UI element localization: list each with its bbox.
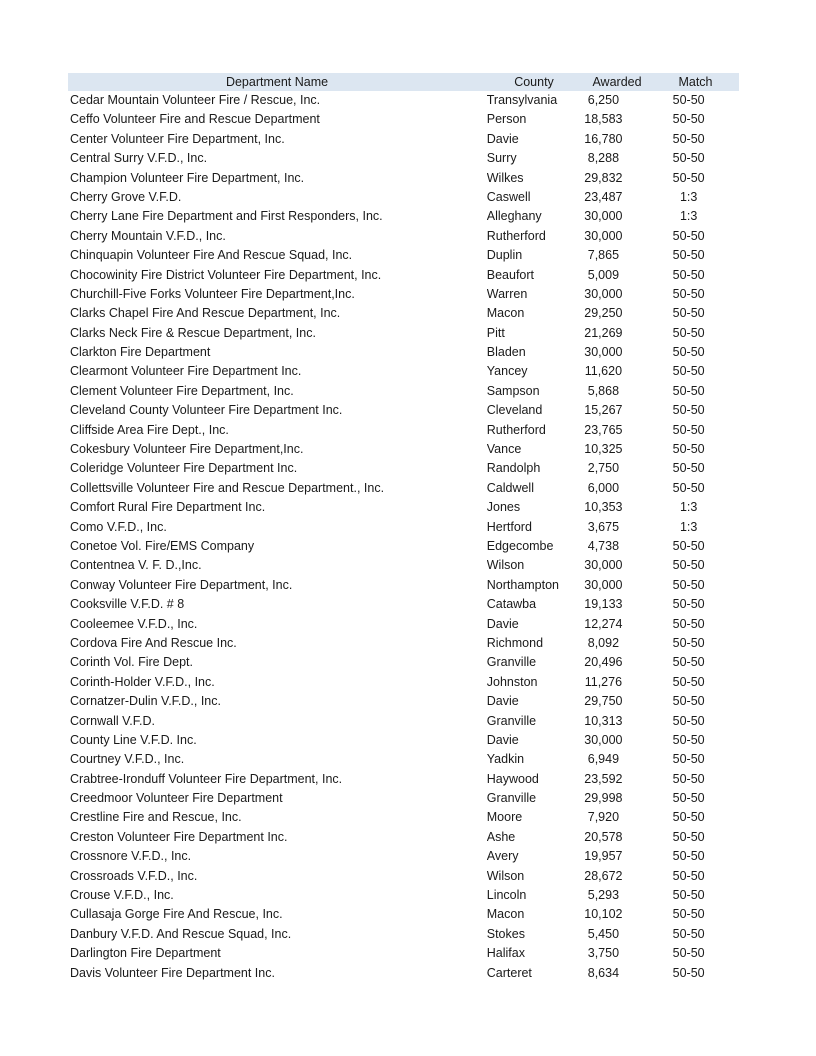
department-name-cell: County Line V.F.D. Inc.	[70, 732, 197, 747]
table-row	[68, 905, 739, 924]
table-row	[68, 925, 739, 944]
county-cell: Ashe	[486, 829, 516, 844]
awarded-cell: 7,920	[587, 810, 620, 825]
table-row	[68, 498, 739, 517]
table-row	[68, 653, 739, 672]
county-cell: Randolph	[486, 461, 541, 476]
awarded-cell: 7,865	[587, 248, 620, 263]
awarded-cell: 2,750	[587, 461, 620, 476]
department-name-cell: Crossroads V.F.D., Inc.	[70, 868, 198, 883]
department-name-cell: Cooleemee V.F.D., Inc.	[70, 616, 198, 631]
department-name-cell: Creston Volunteer Fire Department Inc.	[70, 829, 288, 844]
header-awarded: Awarded	[592, 75, 642, 89]
table-row	[68, 556, 739, 575]
awarded-cell: 5,450	[587, 926, 620, 941]
table-row	[68, 207, 739, 226]
department-name-cell: Chinquapin Volunteer Fire And Rescue Squad, Inc.	[70, 248, 353, 263]
county-cell: Granville	[486, 791, 537, 806]
county-cell: Stokes	[486, 926, 525, 941]
awarded-cell: 5,009	[587, 267, 620, 282]
match-cell: 1:3	[679, 209, 698, 224]
county-cell: Yancey	[486, 364, 528, 379]
table-row	[68, 712, 739, 731]
department-name-cell: Crestline Fire and Rescue, Inc.	[70, 810, 242, 825]
table-row	[68, 110, 739, 129]
county-cell: Carteret	[486, 965, 532, 980]
county-cell: Granville	[486, 655, 537, 670]
county-cell: Lincoln	[486, 888, 527, 903]
match-cell: 50-50	[672, 577, 705, 592]
match-cell: 50-50	[672, 442, 705, 457]
department-name-cell: Churchill-Five Forks Volunteer Fire Department,Inc.	[70, 286, 355, 301]
department-name-cell: Creedmoor Volunteer Fire Department	[70, 791, 283, 806]
county-cell: Alleghany	[486, 209, 542, 224]
match-cell: 50-50	[672, 732, 705, 747]
department-name-cell: Champion Volunteer Fire Department, Inc.	[70, 170, 305, 185]
awarded-cell: 29,832	[584, 170, 623, 185]
table-row	[68, 886, 739, 905]
header-department-name: Department Name	[225, 75, 329, 89]
department-name-cell: Central Surry V.F.D., Inc.	[70, 151, 208, 166]
match-cell: 50-50	[672, 228, 705, 243]
table-row	[68, 362, 739, 381]
match-cell: 50-50	[672, 422, 705, 437]
table-row	[68, 518, 739, 537]
awarded-cell: 6,949	[587, 752, 620, 767]
match-cell: 1:3	[679, 500, 698, 515]
awarded-cell: 29,750	[584, 694, 623, 709]
table-row	[68, 149, 739, 168]
match-cell: 50-50	[672, 112, 705, 127]
match-cell: 50-50	[672, 131, 705, 146]
awarded-cell: 20,496	[584, 655, 623, 670]
county-cell: Duplin	[486, 248, 523, 263]
match-cell: 50-50	[672, 771, 705, 786]
table-row	[68, 634, 739, 653]
match-cell: 50-50	[672, 345, 705, 360]
department-name-cell: Cooksville V.F.D. # 8	[70, 597, 185, 612]
match-cell: 50-50	[672, 810, 705, 825]
awarded-cell: 10,325	[584, 442, 623, 457]
match-cell: 50-50	[672, 403, 705, 418]
match-cell: 50-50	[672, 926, 705, 941]
awarded-cell: 10,353	[584, 500, 623, 515]
department-name-cell: Contentnea V. F. D.,Inc.	[70, 558, 202, 573]
match-cell: 50-50	[672, 558, 705, 573]
department-name-cell: Courtney V.F.D., Inc.	[70, 752, 185, 767]
table-row	[68, 537, 739, 556]
department-name-cell: Davis Volunteer Fire Department Inc.	[70, 965, 275, 980]
department-name-cell: Crabtree-Ironduff Volunteer Fire Department, Inc.	[70, 771, 343, 786]
awarded-cell: 10,313	[584, 713, 623, 728]
table-row	[68, 343, 739, 362]
table-header-row	[68, 73, 739, 91]
awarded-cell: 30,000	[584, 577, 623, 592]
match-cell: 50-50	[672, 461, 705, 476]
header-match: Match	[678, 75, 713, 89]
county-cell: Bladen	[486, 345, 526, 360]
match-cell: 50-50	[672, 616, 705, 631]
match-cell: 50-50	[672, 752, 705, 767]
department-name-cell: Corinth Vol. Fire Dept.	[70, 655, 193, 670]
awarded-cell: 21,269	[584, 325, 623, 340]
table-row	[68, 615, 739, 634]
table-row	[68, 479, 739, 498]
county-cell: Macon	[486, 306, 525, 321]
county-cell: Wilson	[486, 868, 525, 883]
table-row	[68, 808, 739, 827]
match-cell: 50-50	[672, 635, 705, 650]
county-cell: Moore	[486, 810, 523, 825]
county-cell: Catawba	[486, 597, 537, 612]
awarded-cell: 4,738	[587, 538, 620, 553]
match-cell: 50-50	[672, 597, 705, 612]
awarded-cell: 30,000	[584, 209, 623, 224]
department-name-cell: Cliffside Area Fire Dept., Inc.	[70, 422, 229, 437]
department-name-cell: Clarkton Fire Department	[70, 345, 211, 360]
department-name-cell: Cleveland County Volunteer Fire Department Inc.	[70, 403, 343, 418]
match-cell: 50-50	[672, 829, 705, 844]
county-cell: Caldwell	[486, 480, 534, 495]
county-cell: Wilson	[486, 558, 525, 573]
match-cell: 50-50	[672, 248, 705, 263]
table-row	[68, 750, 739, 769]
awarded-cell: 8,288	[587, 151, 620, 166]
department-name-cell: Cherry Grove V.F.D.	[70, 189, 182, 204]
awarded-cell: 11,620	[584, 364, 623, 379]
county-cell: Vance	[486, 442, 522, 457]
county-cell: Pitt	[486, 325, 505, 340]
awarded-cell: 6,250	[587, 93, 620, 107]
county-cell: Wilkes	[486, 170, 524, 185]
department-name-cell: Ceffo Volunteer Fire and Rescue Department	[70, 112, 320, 127]
table-row	[68, 266, 739, 285]
table-row	[68, 188, 739, 207]
department-name-cell: Cherry Lane Fire Department and First Responders, Inc.	[70, 209, 383, 224]
department-name-cell: Cherry Mountain V.F.D., Inc.	[70, 228, 226, 243]
county-cell: Davie	[486, 732, 519, 747]
match-cell: 50-50	[672, 868, 705, 883]
awarded-cell: 30,000	[584, 286, 623, 301]
county-cell: Warren	[486, 286, 528, 301]
table-row	[68, 847, 739, 866]
match-cell: 50-50	[672, 655, 705, 670]
awarded-cell: 20,578	[584, 829, 623, 844]
department-name-cell: Como V.F.D., Inc.	[70, 519, 167, 534]
county-cell: Granville	[486, 713, 537, 728]
department-name-cell: Clement Volunteer Fire Department, Inc.	[70, 383, 294, 398]
table-row	[68, 130, 739, 149]
awarded-cell: 8,634	[587, 965, 620, 980]
department-name-cell: Collettsville Volunteer Fire and Rescue Department., Inc.	[70, 480, 385, 495]
awarded-cell: 12,274	[584, 616, 623, 631]
department-name-cell: Coleridge Volunteer Fire Department Inc.	[70, 461, 298, 476]
match-cell: 50-50	[672, 480, 705, 495]
awarded-cell: 30,000	[584, 228, 623, 243]
awarded-cell: 8,092	[587, 635, 620, 650]
table-row	[68, 440, 739, 459]
county-cell: Rutherford	[486, 228, 546, 243]
table-row	[68, 964, 739, 983]
county-cell: Johnston	[486, 674, 538, 689]
county-cell: Richmond	[486, 635, 544, 650]
department-name-cell: Crouse V.F.D., Inc.	[70, 888, 174, 903]
awarded-cell: 30,000	[584, 558, 623, 573]
county-cell: Hertford	[486, 519, 532, 534]
department-name-cell: Clarks Chapel Fire And Rescue Department, Inc.	[70, 306, 341, 321]
department-name-cell: Cedar Mountain Volunteer Fire / Rescue, Inc.	[70, 93, 321, 107]
match-cell: 50-50	[672, 791, 705, 806]
table-row	[68, 401, 739, 420]
table-row	[68, 169, 739, 188]
match-cell: 50-50	[672, 907, 705, 922]
awarded-cell: 23,765	[584, 422, 623, 437]
awarded-cell: 10,102	[584, 907, 623, 922]
table-row	[68, 91, 739, 110]
table-row	[68, 789, 739, 808]
match-cell: 50-50	[672, 170, 705, 185]
match-cell: 1:3	[679, 189, 698, 204]
awarded-cell: 29,250	[584, 306, 623, 321]
awarded-cell: 15,267	[584, 403, 623, 418]
table-row	[68, 595, 739, 614]
table-row	[68, 673, 739, 692]
table-row	[68, 246, 739, 265]
county-cell: Macon	[486, 907, 525, 922]
awarded-cell: 6,000	[587, 480, 620, 495]
department-name-cell: Crossnore V.F.D., Inc.	[70, 849, 192, 864]
awarded-cell: 3,750	[587, 946, 620, 961]
county-cell: Northampton	[486, 577, 560, 592]
department-name-cell: Comfort Rural Fire Department Inc.	[70, 500, 266, 515]
county-cell: Davie	[486, 616, 519, 631]
table-row	[68, 304, 739, 323]
awarded-cell: 3,675	[587, 519, 620, 534]
table-row	[68, 324, 739, 343]
county-cell: Haywood	[486, 771, 539, 786]
department-name-cell: Center Volunteer Fire Department, Inc.	[70, 131, 285, 146]
match-cell: 50-50	[672, 364, 705, 379]
county-cell: Avery	[486, 849, 519, 864]
match-cell: 50-50	[672, 383, 705, 398]
table-row	[68, 382, 739, 401]
table-row	[68, 731, 739, 750]
department-name-cell: Darlington Fire Department	[70, 946, 221, 961]
awarded-cell: 11,276	[584, 674, 623, 689]
department-name-cell: Cullasaja Gorge Fire And Rescue, Inc.	[70, 907, 283, 922]
awarded-cell: 19,957	[584, 849, 623, 864]
county-cell: Person	[486, 112, 527, 127]
awarded-cell: 23,487	[584, 189, 623, 204]
table-body	[68, 91, 739, 983]
awarded-cell: 19,133	[584, 597, 623, 612]
county-cell: Davie	[486, 131, 519, 146]
county-cell: Transylvania	[486, 93, 558, 107]
county-cell: Surry	[486, 151, 517, 166]
awarded-cell: 28,672	[584, 868, 623, 883]
awarded-cell: 30,000	[584, 345, 623, 360]
match-cell: 50-50	[672, 93, 705, 107]
department-name-cell: Danbury V.F.D. And Rescue Squad, Inc.	[70, 926, 292, 941]
table-row	[68, 692, 739, 711]
county-cell: Rutherford	[486, 422, 546, 437]
match-cell: 50-50	[672, 694, 705, 709]
awarded-cell: 18,583	[584, 112, 623, 127]
department-name-cell: Conway Volunteer Fire Department, Inc.	[70, 577, 293, 592]
table-row	[68, 576, 739, 595]
county-cell: Cleveland	[486, 403, 543, 418]
department-name-cell: Cornwall V.F.D.	[70, 713, 155, 728]
county-cell: Edgecombe	[486, 538, 554, 553]
match-cell: 50-50	[672, 888, 705, 903]
county-cell: Jones	[486, 500, 521, 515]
table-row	[68, 828, 739, 847]
department-name-cell: Cokesbury Volunteer Fire Department,Inc.	[70, 442, 304, 457]
header-county: County	[514, 75, 554, 89]
match-cell: 50-50	[672, 849, 705, 864]
match-cell: 50-50	[672, 965, 705, 980]
awarded-cell: 16,780	[584, 131, 623, 146]
department-name-cell: Clearmont Volunteer Fire Department Inc.	[70, 364, 302, 379]
county-cell: Yadkin	[486, 752, 525, 767]
department-name-cell: Conetoe Vol. Fire/EMS Company	[70, 538, 255, 553]
table-row	[68, 770, 739, 789]
awarded-cell: 23,592	[584, 771, 623, 786]
table-row	[68, 285, 739, 304]
match-cell: 50-50	[672, 538, 705, 553]
county-cell: Davie	[486, 694, 519, 709]
table-row	[68, 227, 739, 246]
match-cell: 50-50	[672, 946, 705, 961]
department-name-cell: Clarks Neck Fire & Rescue Department, Inc.	[70, 325, 316, 340]
match-cell: 50-50	[672, 286, 705, 301]
department-name-cell: Cordova Fire And Rescue Inc.	[70, 635, 237, 650]
match-cell: 1:3	[679, 519, 698, 534]
awarded-cell: 30,000	[584, 732, 623, 747]
department-name-cell: Chocowinity Fire District Volunteer Fire Department, Inc.	[70, 267, 382, 282]
department-name-cell: Corinth-Holder V.F.D., Inc.	[70, 674, 215, 689]
match-cell: 50-50	[672, 325, 705, 340]
awarded-cell: 29,998	[584, 791, 623, 806]
match-cell: 50-50	[672, 713, 705, 728]
table-row	[68, 421, 739, 440]
department-name-cell: Cornatzer-Dulin V.F.D., Inc.	[70, 694, 221, 709]
awarded-cell: 5,293	[587, 888, 620, 903]
awarded-cell: 5,868	[587, 383, 620, 398]
match-cell: 50-50	[672, 267, 705, 282]
county-cell: Caswell	[486, 189, 531, 204]
awards-table	[68, 73, 739, 983]
county-cell: Sampson	[486, 383, 540, 398]
county-cell: Halifax	[486, 946, 525, 961]
match-cell: 50-50	[672, 151, 705, 166]
table-row	[68, 459, 739, 478]
table-row	[68, 944, 739, 963]
county-cell: Beaufort	[486, 267, 535, 282]
table-row	[68, 867, 739, 886]
match-cell: 50-50	[672, 674, 705, 689]
match-cell: 50-50	[672, 306, 705, 321]
